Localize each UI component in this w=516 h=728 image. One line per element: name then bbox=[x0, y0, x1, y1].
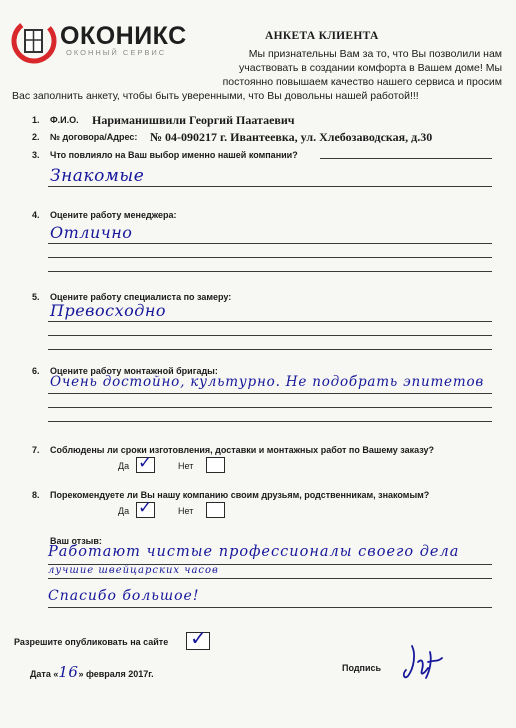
company-logo-icon bbox=[10, 18, 58, 64]
q7-yes-label: Да bbox=[118, 461, 130, 471]
q6-line-1 bbox=[48, 393, 492, 394]
q8-text: Порекомендуете ли Вы нашу компанию своим друзьям, родственникам, знакомым? bbox=[50, 490, 430, 500]
review-line-3: Спасибо большое! bbox=[48, 588, 200, 604]
review-label: Ваш отзыв: bbox=[50, 536, 102, 546]
review-line-1: Работают чистые профессионалы своего дела bbox=[48, 544, 460, 560]
intro-line-3: постоянно повышаем качество нашего сервиса и просим bbox=[222, 76, 502, 88]
q8-number: 8. bbox=[32, 490, 40, 500]
intro-line-4: Вас заполнить анкету, чтобы быть уверенными, что Вы довольны нашей работой!!! bbox=[12, 90, 419, 102]
q4-text: Оцените работу менеджера: bbox=[50, 210, 177, 220]
q5-line-2 bbox=[48, 335, 492, 336]
q6-text: Оцените работу монтажной бригады: bbox=[50, 366, 218, 376]
brand-name: ОКОНИКС bbox=[60, 22, 187, 50]
q3-number: 3. bbox=[32, 150, 40, 160]
date-suffix: » февраля 2017г. bbox=[78, 669, 154, 679]
brand-tagline: ОКОННЫЙ СЕРВИС bbox=[66, 48, 167, 57]
q5-line-3 bbox=[48, 349, 492, 350]
date-prefix: Дата « bbox=[30, 669, 59, 679]
date-day: 16 bbox=[58, 663, 79, 681]
q7-text: Соблюдены ли сроки изготовления, доставки и монтажных работ по Вашему заказу? bbox=[50, 445, 435, 455]
date-row bbox=[30, 663, 154, 681]
field-1-number: 1. bbox=[32, 115, 40, 125]
q5-line-1 bbox=[48, 321, 492, 322]
publish-check-icon: ✓ bbox=[190, 626, 207, 650]
intro-line-2: участвовать в создании комфорта в Вашем доме! Мы bbox=[239, 62, 502, 74]
field-1-label: Ф.И.О. bbox=[50, 115, 79, 125]
q4-line-1 bbox=[48, 243, 492, 244]
q4-line-3 bbox=[48, 271, 492, 272]
q8-yes-check-icon: ✓ bbox=[138, 498, 153, 518]
q5-text: Оцените работу специалиста по замеру: bbox=[50, 292, 232, 302]
q8-yes-checkbox[interactable] bbox=[136, 498, 155, 518]
contract-address-value: № 04-090217 г. Ивантеевка, ул. Хлебозаводская, д.30 bbox=[150, 130, 433, 144]
q4-answer: Отлично bbox=[50, 223, 133, 242]
q4-line-2 bbox=[48, 257, 492, 258]
q6-answer: Очень достойно, культурно. Не подобрать эпитетов bbox=[50, 374, 485, 390]
review-line-2: лучшие швейцарских часов bbox=[48, 565, 219, 576]
review-rule-2 bbox=[48, 578, 492, 579]
signature-label: Подпись bbox=[342, 663, 382, 673]
field-2-label: № договора/Адрес: bbox=[50, 132, 138, 142]
field-2-number: 2. bbox=[32, 132, 40, 142]
q3-text: Что повлияло на Ваш выбор именно нашей компании? bbox=[50, 150, 298, 160]
q3-answer: Знакомые bbox=[50, 166, 145, 186]
q7-yes-checkbox[interactable] bbox=[136, 453, 155, 473]
signature-image-icon bbox=[398, 640, 448, 684]
page-title: АНКЕТА КЛИЕНТА bbox=[265, 30, 379, 42]
q7-yes-check-icon: ✓ bbox=[138, 453, 153, 473]
q6-number: 6. bbox=[32, 366, 40, 376]
review-rule-3 bbox=[48, 607, 492, 608]
q6-line-2 bbox=[48, 407, 492, 408]
q8-no-label: Нет bbox=[178, 506, 194, 516]
q3-answer-line bbox=[48, 186, 492, 187]
q7-no-label: Нет bbox=[178, 461, 194, 471]
q6-line-3 bbox=[48, 421, 492, 422]
q4-number: 4. bbox=[32, 210, 40, 220]
q5-number: 5. bbox=[32, 292, 40, 302]
publish-checkbox[interactable] bbox=[186, 626, 210, 650]
q3-inline-line bbox=[320, 158, 492, 159]
q7-no-checkbox[interactable] bbox=[206, 457, 225, 473]
full-name-value: Нариманишвили Георгий Паатаевич bbox=[92, 113, 295, 127]
intro-line-1: Мы признательны Вам за то, что Вы позволили нам bbox=[248, 48, 502, 60]
q7-number: 7. bbox=[32, 445, 40, 455]
publish-label: Разрешите опубликовать на сайте bbox=[14, 637, 169, 647]
q8-yes-label: Да bbox=[118, 506, 130, 516]
q8-no-checkbox[interactable] bbox=[206, 502, 225, 518]
q5-answer: Превосходно bbox=[50, 301, 167, 320]
